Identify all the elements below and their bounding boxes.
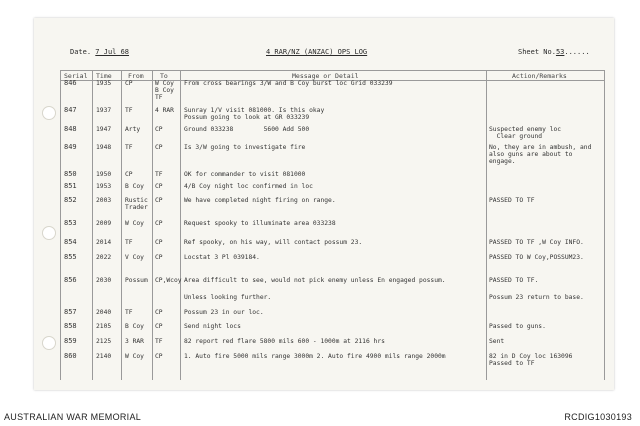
log-cell-to: CP <box>155 353 163 360</box>
punch-hole <box>42 336 56 350</box>
col-divider <box>152 70 153 380</box>
log-cell-from: TF <box>125 309 133 316</box>
log-cell-serial: 856 <box>64 276 77 284</box>
log-cell-from: V Coy <box>125 254 144 261</box>
log-cell-action: PASSED TO TF <box>489 197 535 204</box>
log-cell-message: Unless looking further. <box>184 294 272 301</box>
log-cell-from: TF <box>125 107 133 114</box>
header-to: To <box>160 72 168 80</box>
log-cell-from: CP <box>125 171 133 178</box>
col-divider <box>60 70 61 380</box>
log-cell-message: OK for commander to visit 081000 <box>184 171 306 178</box>
log-cell-serial: 854 <box>64 238 77 246</box>
log-cell-to: CP <box>155 309 163 316</box>
log-cell-action: PASSED TO W Coy,POSSUM23. <box>489 254 584 261</box>
log-cell-action: 82 in D Coy loc 163096 Passed to TF <box>489 353 573 367</box>
log-cell-to: W Coy B Coy TF <box>155 80 174 101</box>
log-cell-from: Possum <box>125 277 148 284</box>
sheet-number: Sheet No.53...... <box>518 48 590 56</box>
col-divider <box>92 70 93 380</box>
log-cell-time: 1948 <box>96 144 112 151</box>
log-cell-time: 2003 <box>96 197 112 204</box>
header-from: From <box>128 72 144 80</box>
log-cell-to: CP <box>155 323 163 330</box>
log-cell-time: 2040 <box>96 309 112 316</box>
log-cell-to: CP <box>155 126 163 133</box>
log-cell-serial: 850 <box>64 170 77 178</box>
log-cell-serial: 857 <box>64 308 77 316</box>
log-cell-time: 2125 <box>96 338 112 345</box>
log-cell-time: 1953 <box>96 183 112 190</box>
log-cell-action: Suspected enemy loc Clear ground <box>489 126 562 140</box>
log-cell-to: 4 RAR <box>155 107 174 114</box>
table-top-border <box>60 70 604 71</box>
log-cell-serial: 846 <box>64 79 77 87</box>
col-divider <box>604 70 605 380</box>
log-cell-from: W Coy <box>125 220 144 227</box>
log-cell-from: Arty <box>125 126 141 133</box>
log-cell-time: 2030 <box>96 277 112 284</box>
log-cell-serial: 853 <box>64 219 77 227</box>
log-cell-message: 1. Auto fire 5000 mils range 3000m 2. Auto fire 4900 mils range 2000m <box>184 353 446 360</box>
log-cell-serial: 858 <box>64 322 77 330</box>
log-cell-from: W Coy <box>125 353 144 360</box>
header-message: Message or Detail <box>292 72 359 80</box>
header-serial: Serial <box>64 72 88 80</box>
footer-source: AUSTRALIAN WAR MEMORIAL <box>4 412 142 422</box>
log-cell-message: From cross bearings 3/W and B Coy burst loc Grid 033239 <box>184 80 393 87</box>
log-cell-message: Locstat 3 Pl 039184. <box>184 254 260 261</box>
log-cell-time: 1947 <box>96 126 112 133</box>
log-cell-time: 1935 <box>96 80 112 87</box>
log-cell-message: 4/B Coy night loc confirmed in loc <box>184 183 313 190</box>
col-divider <box>486 70 487 380</box>
log-cell-message: Ground 033238 5600 Add 500 <box>184 126 310 133</box>
log-cell-serial: 859 <box>64 337 77 345</box>
log-cell-serial: 851 <box>64 182 77 190</box>
log-cell-action: PASSED TO TF ,W Coy INFO. <box>489 239 584 246</box>
col-divider <box>121 70 122 380</box>
log-cell-from: TF <box>125 239 133 246</box>
log-cell-serial: 855 <box>64 253 77 261</box>
punch-hole <box>42 226 56 240</box>
header-time: Time <box>96 72 112 80</box>
log-cell-message: Sunray 1/V visit 081000. Is this okay Possum going to look at GR 033239 <box>184 107 325 121</box>
log-cell-to: CP,Wcoy <box>155 277 182 284</box>
log-cell-time: 2014 <box>96 239 112 246</box>
log-cell-message: Is 3/W going to investigate fire <box>184 144 306 151</box>
log-cell-to: CP <box>155 197 163 204</box>
header-action: Action/Remarks <box>512 72 567 80</box>
log-cell-to: CP <box>155 239 163 246</box>
log-cell-serial: 848 <box>64 125 77 133</box>
log-cell-time: 1950 <box>96 171 112 178</box>
log-cell-serial: 849 <box>64 143 77 151</box>
log-cell-action: Possum 23 return to base. <box>489 294 584 301</box>
log-cell-time: 2009 <box>96 220 112 227</box>
log-cell-to: CP <box>155 144 163 151</box>
log-cell-serial: 847 <box>64 106 77 114</box>
log-cell-message: Ref spooky, on his way, will contact possum 23. <box>184 239 363 246</box>
log-cell-message: Send night locs <box>184 323 241 330</box>
date-label: Date. 7 Jul 68 <box>70 48 130 56</box>
log-cell-action: No, they are in ambush, and also guns are about to engage. <box>489 144 592 165</box>
log-cell-serial: 860 <box>64 352 77 360</box>
log-sheet <box>34 18 614 390</box>
log-cell-time: 2105 <box>96 323 112 330</box>
log-cell-message: Possum 23 in our loc. <box>184 309 264 316</box>
log-cell-to: CP <box>155 183 163 190</box>
log-cell-from: B Coy <box>125 323 144 330</box>
log-title: 4 RAR/NZ (ANZAC) OPS LOG <box>266 48 368 56</box>
log-cell-to: CP <box>155 220 163 227</box>
log-cell-from: B Coy <box>125 183 144 190</box>
log-cell-message: We have completed night firing on range. <box>184 197 336 204</box>
log-cell-message: 82 report red flare 5800 mils 600 - 1000m at 2116 hrs <box>184 338 385 345</box>
log-cell-serial: 852 <box>64 196 77 204</box>
log-cell-from: CP <box>125 80 133 87</box>
log-cell-time: 2140 <box>96 353 112 360</box>
log-cell-from: 3 RAR <box>125 338 144 345</box>
log-cell-to: TF <box>155 338 163 345</box>
col-divider <box>180 70 181 380</box>
punch-hole <box>42 106 56 120</box>
log-cell-action: PASSED TO TF. <box>489 277 539 284</box>
log-cell-to: CP <box>155 254 163 261</box>
log-cell-message: Request spooky to illuminate area 033238 <box>184 220 336 227</box>
log-cell-from: Rustic Trader <box>125 197 148 211</box>
log-cell-action: Passed to guns. <box>489 323 546 330</box>
log-cell-from: TF <box>125 144 133 151</box>
log-cell-message: Area difficult to see, would not pick enemy unless En engaged possum. <box>184 277 446 284</box>
log-cell-to: TF <box>155 171 163 178</box>
footer-id: RCDIG1030193 <box>564 412 632 422</box>
log-cell-time: 1937 <box>96 107 112 114</box>
log-cell-time: 2022 <box>96 254 112 261</box>
log-cell-action: Sent <box>489 338 505 345</box>
